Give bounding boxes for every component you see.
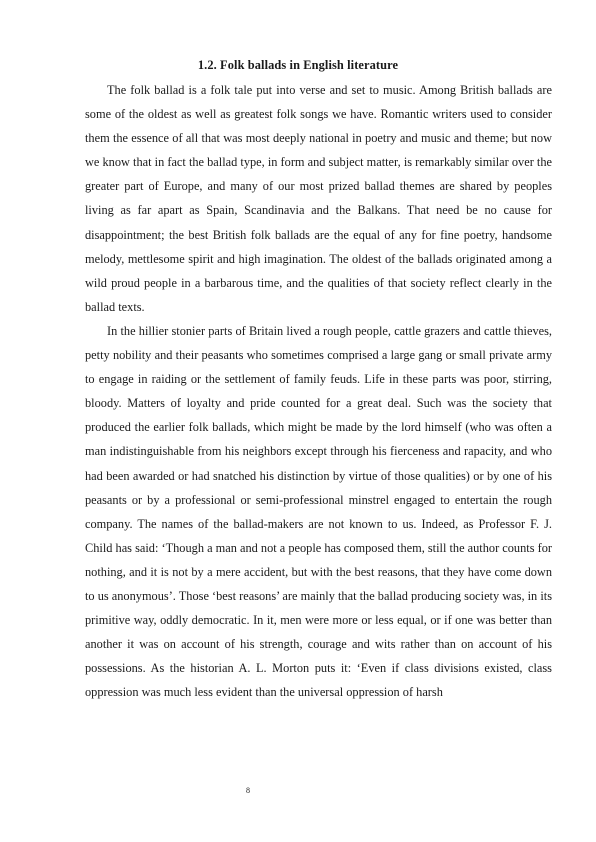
body-text — [85, 78, 552, 704]
paragraph: In the hillier stonier parts of Britain lived a rough people, cattle grazers and cattle thieves, petty nobility and their peasants who sometimes comprised a large gang or small private army to engage in raiding or the settlement of family feuds. Life in these parts was poor, stirring, bloody. Matters of loyalty and pride counted for a great deal. Such was the society that produced the earlier folk ballads, which might be made by the lord himself (who was often a man indistinguishable from his neighbors except through his fierceness and rapacity, and who had been awarded or had snatched his distinction by virtue of those qualities) or by one of his peasants or by a professional or semi-professional minstrel engaged to entertain the rough company. The names of the ballad-makers are not known to us. Indeed, as Professor F. J. Child has said: ‘Though a man and not a people has composed them, still the author counts for nothing, and it is not by a mere accident, but with the best reasons, that they have come down to us anonymous’. Those ‘best reasons’ are mainly that the ballad producing society was, in its primitive way, oddly democratic. In it, men were more or less equal, or if one was better than another it was on account of his strength, courage and wits rather than on account of his possessions. As the historian A. L. Morton puts it: ‘Even if class divisions existed, class oppression was much less evident than the universal oppression of harsh — [85, 323, 552, 700]
paragraph: The folk ballad is a folk tale put into verse and set to music. Among British ballads are some of the oldest as well as greatest folk songs we have. Romantic writers used to consider them the essence of all that was most deeply national in poetry and music and theme; but now we know that in fact the ballad type, in form and subject matter, is remarkably similar over the greater part of Europe, and many of our most prized ballad themes are shared by peoples living as far apart as Spain, Scandinavia and the Balkans. That need be no cause for disappointment; the best British folk ballads are the equal of any for fine poetry, handsome melody, mettlesome spirit and high imagination. The oldest of the ballads originated among a wild proud people in a barbarous time, and the qualities of that society reflect clearly in the ballad texts. — [85, 83, 552, 314]
page-number: 8 — [246, 786, 250, 795]
section-heading: 1.2. Folk ballads in English literature — [197, 58, 399, 72]
